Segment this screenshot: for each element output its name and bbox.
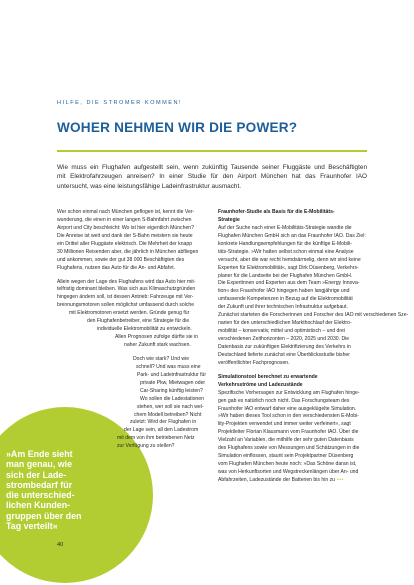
continue-marker: •••: [336, 476, 345, 483]
body-line: Deutschland lieferte zunächst eine Überblicksstudie bisher: [218, 351, 350, 358]
body-line: Projektleiter Florian Klausmann vom Fraunhofer IAO. Über die: [218, 429, 359, 436]
body-line: Zunächst starteten die Forscherinnen und Forscher des IAO mit verschiedenen Sze-: [218, 312, 409, 319]
body-line: umfassende Kompetenzen in Bezug auf die Elektromobilität: [218, 296, 353, 303]
pull-quote-line: strombedarf für: [6, 479, 73, 490]
pull-quote-line: Tag verteilt«: [6, 521, 58, 532]
body-line: narien für den unterschiedlichen Markthochlauf der Elektro-: [218, 320, 352, 327]
body-line: individuelle Elektromobilität zu entwickeln.: [97, 326, 192, 333]
body-line: tion« des Fraunhofer IAO hingegen haben langjährige und: [218, 288, 350, 295]
body-line: Die Anreise ist weit und dank der S-Bahn meistern sie heute: [57, 232, 193, 239]
body-line: private Pkw, Mietwagen oder: [140, 379, 206, 386]
body-line: Airport und City beschleicht: Wo ist hier eigentlich München?: [57, 224, 194, 231]
body-line: zur Verfügung zu stellen?: [117, 443, 175, 450]
body-line: Spezifische Vorhersagen zur Entwicklung am Flughafen hinge-: [218, 389, 360, 396]
body-line: was von Herkunftsorten und Wegstreckenlängen über An- und: [218, 469, 359, 475]
body-line: »Wir haben dieses Tool schon in den verschiedensten E-Mobi-: [218, 413, 359, 420]
body-line: Experten für Elektromobilität«, sagt Dirk Düsenberg, Verkehrs-: [218, 264, 359, 271]
body-line: Wo sollen die Ladestationen: [140, 395, 204, 402]
body-line: Park- und Ladeinfrastruktur für: [137, 371, 207, 378]
body-line: Allen Prognosen zufolge dürfte sie in: [115, 334, 198, 341]
body-line: chem Modell betreiben? Nicht: [134, 411, 202, 418]
body-line: Allein wegen der Lage des Flughafens wird das Auto hier mit-: [57, 278, 196, 285]
body-line: Fraunhofer IAO entwarf daher eine ausgeklügelte Simulation.: [218, 405, 357, 412]
body-line: und ankommen, sowie der gut 38 000 Beschäftigten des: [57, 256, 185, 263]
body-line: brennungsmotoren sollen möglichst umfassend durch solche: [57, 302, 195, 309]
body-line: verschiedenen Zeithorizonten – 2020, 2025 und 2030. Die: [218, 336, 350, 342]
body-line: Datenbasis zur zukünftigen Elektrifizierung des Verkehrs in: [218, 343, 351, 350]
body-line: lity-Projekten verwendet und immer weiter verfeinert«, sagt: [218, 421, 351, 428]
body-line: Flughafens, nutzen das Auto für die An- und Abfahrt.: [57, 264, 176, 271]
body-line: Wer schon einmal nach München geflogen ist, kennt die Ver-: [57, 209, 195, 215]
body-line: vom Flughafen München heute noch: »Das Schöne daran ist,: [218, 461, 357, 468]
body-line: ein Drittel aller Fluggäste elektrisch. Die Mehrheit der knapp: [57, 240, 193, 247]
pull-quote-line: »Am Ende sieht: [6, 449, 73, 459]
body-line-text: Abfahrzeiten, Ladezustände der Batterien bis hin zu: [218, 476, 335, 483]
body-line: 30 Millionen Reisenden aber, die jährlich in München abfliegen: [57, 248, 199, 255]
body-line: täts-Strategie. »Wir hatten selbst schon einmal eine Analyse: [218, 248, 354, 255]
body-line: Flughafen München GmbH sich an das Fraunhofer IAO. Das Ziel:: [218, 232, 366, 239]
body-line: telfristig dominant bleiben. Was sich aus Klimaschutzgründen: [57, 286, 196, 293]
body-line: mit dem von ihm betriebenen Netz: [117, 435, 195, 442]
body-line: den Flughafenbetreiber, eine Strategie für die: [87, 318, 190, 325]
body-line: naher Zukunft stark wachsen.: [124, 342, 191, 348]
article-headline: WOHER NEHMEN WIR DIE POWER?: [57, 120, 298, 135]
subheading-line: Strategie: [218, 216, 240, 223]
body-line: Car-Sharing künftig leisten?: [140, 387, 203, 394]
body-line: mobilität – konservativ, mittel und optimistisch – und drei: [218, 328, 346, 335]
body-line: Doch wie stark? Und wie: [133, 355, 190, 362]
pull-quote-line: lichen Kunden-: [6, 500, 71, 511]
article-intro: [57, 163, 367, 191]
subheading-line: Verkehrsströme und Ladezustände: [218, 381, 303, 388]
body-line: konkrete Handlungsempfehlungen für die künftige E-Mobili-: [218, 240, 352, 247]
body-line: Auf der Suche nach einer E-Mobilitäts-Strategie wandte die: [218, 224, 352, 231]
body-line: der Lage sein, all den Ladestrom: [124, 427, 199, 434]
page-number: 40: [57, 542, 64, 548]
body-line: der Zukunft und ihrer technischen Infrastruktur aufgebaut.: [218, 304, 348, 311]
intro-line: untersucht, was eine leistungsfähige Ladeinfrastruktur ausmacht.: [57, 182, 242, 190]
section-kicker: HILFE, DIE STROMER KOMMEN!: [57, 100, 183, 106]
body-line: planer für die Landseite bei der Flughafen München GmbH.: [218, 272, 353, 279]
body-line: Simulation einflossen, staunt sein Projektpartner Düsenberg: [218, 453, 354, 460]
body-line: zuletzt: Wird der Flughafen in: [130, 419, 197, 426]
pull-quote-line: man genau, wie: [6, 459, 73, 470]
body-line: veröffentlichter Fachprognosen.: [218, 359, 290, 366]
pull-quote-line: die unterschied-: [6, 490, 75, 501]
body-line: schnell? Und was muss eine: [136, 363, 201, 370]
intro-line: mit Elektrofahrzeugen anreisen? In einer Studie für den Airport München hat das Fraunhofer IAO: [57, 173, 367, 181]
body-line: Die Expertinnen und Experten aus dem Team »Energy Innova-: [218, 280, 360, 287]
body-line: hingegen ändern soll, ist dessen Antrieb: Fahrzeuge mit Ver-: [57, 294, 194, 301]
body-line: wunderung, die einen in einer langen S-Bahnfahrt zwischen: [57, 216, 192, 223]
subheading-line: Simulationstool berechnet zu erwartende: [218, 373, 318, 380]
right-column: [218, 209, 409, 485]
body-line: stehen, wer soll sie nach wel-: [137, 403, 204, 410]
left-column: [57, 209, 207, 451]
intro-line: Wie muss ein Flughafen aufgestellt sein, wenn zukünftig Tausende seiner Fluggäste und Beschäftigten: [57, 164, 367, 171]
last-body-line: [218, 477, 368, 485]
pull-quote: [6, 449, 124, 531]
headline-divider: [57, 150, 367, 152]
body-line: Vielzahl an Variablen, die mithilfe der sehr guten Datenbasis: [218, 437, 354, 444]
subheading-line: Fraunhofer-Studie als Basis für die E-Mobilitäts-: [218, 209, 335, 215]
pull-quote-line: sich der Lade-: [6, 469, 67, 480]
body-line: mit Elektromotoren ersetzt werden. Gründe genug für: [69, 310, 190, 317]
pull-quote-line: gruppen über den: [6, 510, 82, 521]
body-line: gen gab es natürlich noch nicht. Das Forschungsteam des: [218, 397, 350, 404]
body-line: des Flughafens sowie von Messungen und Schätzungen in die: [218, 445, 360, 452]
body-line: versucht, aber die war recht hemdsärmelig, denn wir sind keine: [218, 256, 361, 263]
